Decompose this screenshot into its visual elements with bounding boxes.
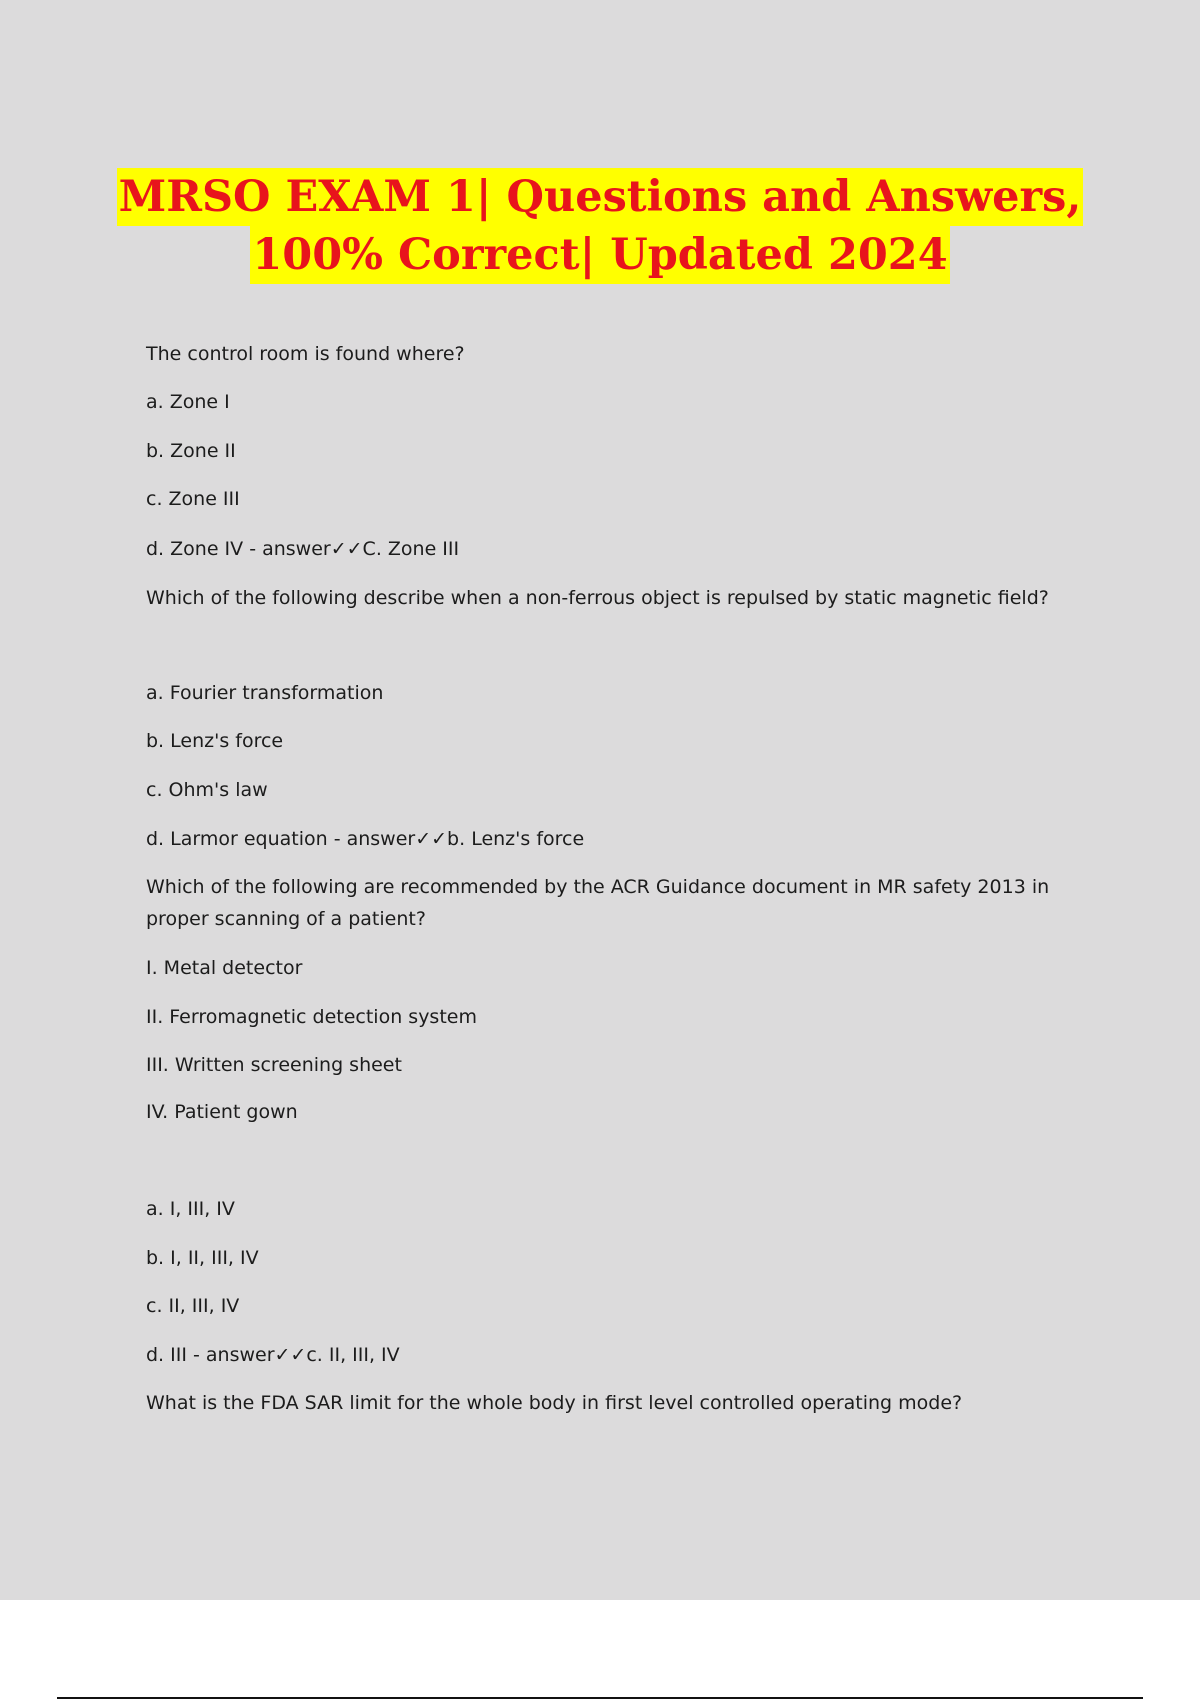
q3-item-1: I. Metal detector [146,957,303,979]
q1-option-d-answer: d. Zone IV - answer✓✓C. Zone III [146,538,460,560]
q3-item-3: III. Written screening sheet [146,1054,402,1076]
q2-option-b: b. Lenz's force [146,730,284,752]
q2-option-a: a. Fourier transformation [146,682,384,704]
q2-option-c: c. Ohm's law [146,779,268,801]
q3-item-2: II. Ferromagnetic detection system [146,1006,477,1028]
document-title [0,168,1200,284]
question-3: Which of the following are recommended by the ACR Guidance document in MR safety 2013 in proper scanning of a patient? [146,876,1050,930]
q3-option-c: c. II, III, IV [146,1295,240,1317]
q3-item-4: IV. Patient gown [146,1101,298,1123]
q3-option-a: a. I, III, IV [146,1198,235,1220]
q2-option-d-answer: d. Larmor equation - answer✓✓b. Lenz's force [146,828,585,850]
q3-option-d-answer: d. III - answer✓✓c. II, III, IV [146,1344,400,1366]
q1-option-a: a. Zone I [146,391,230,413]
title-line-2: 100% Correct| Updated 2024 [250,226,949,284]
q1-option-b: b. Zone II [146,440,236,462]
q3-option-b: b. I, II, III, IV [146,1247,259,1269]
footer-rule [57,1697,1143,1699]
q1-option-c: c. Zone III [146,488,240,510]
title-line-1: MRSO EXAM 1| Questions and Answers, [117,168,1084,226]
question-1: The control room is found where? [146,343,465,365]
question-2: Which of the following describe when a non-ferrous object is repulsed by static magnetic field? [146,587,1049,609]
question-4: What is the FDA SAR limit for the whole body in first level controlled operating mode? [146,1392,963,1414]
